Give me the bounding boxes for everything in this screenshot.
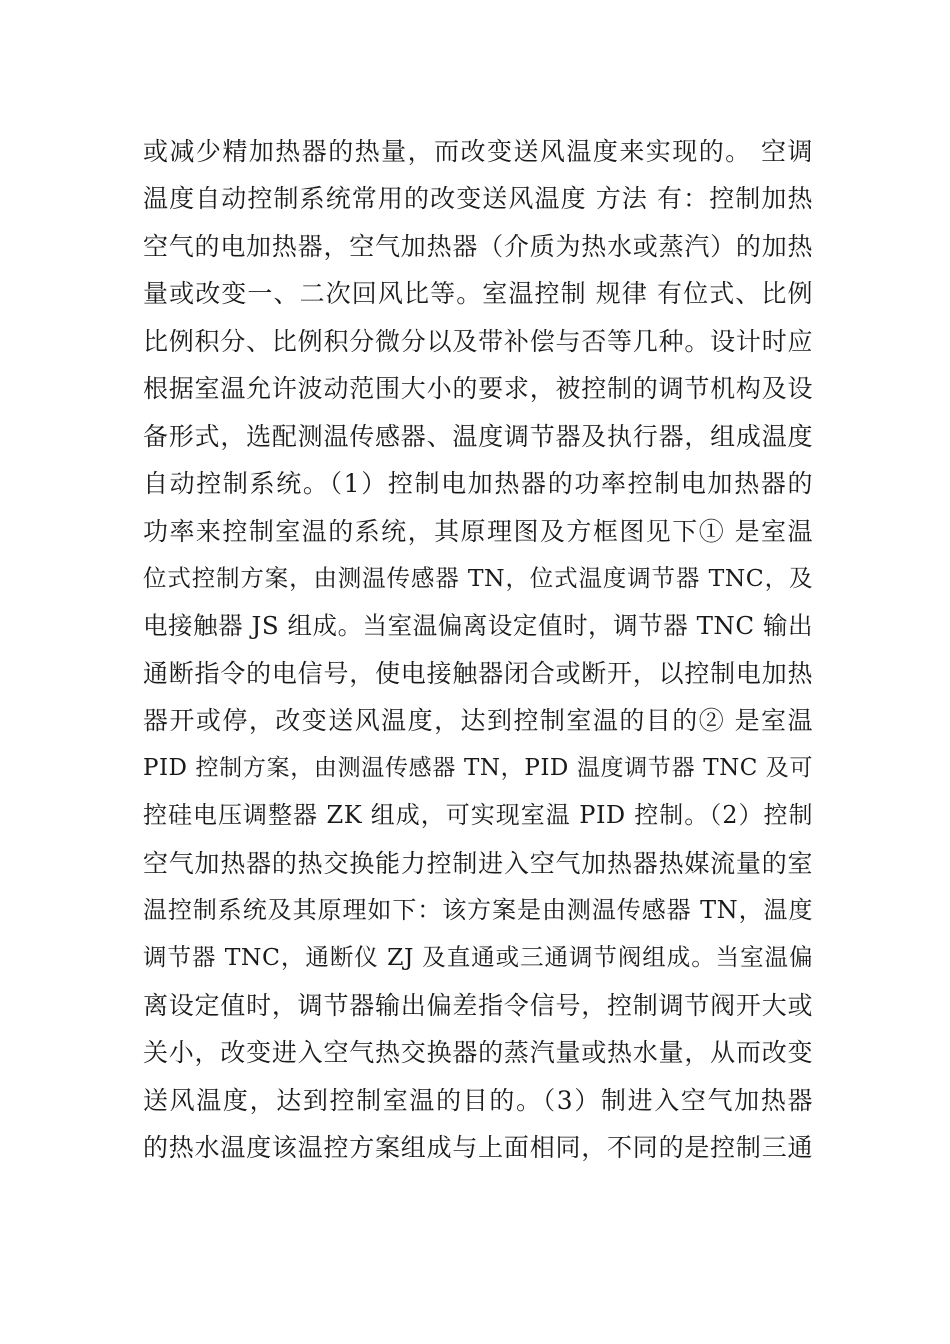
text-line-6: 根据室温允许波动范围大小的要求，被控制的调节机构及设 — [143, 374, 813, 404]
text-line-21: 送风温度，达到控制室温的目的。（3）制进入空气加热器 — [143, 1085, 813, 1115]
text-line-4: 量或改变一、二次回风比等。室温控制 规律 有位式、比例 — [143, 279, 813, 309]
text-line-14: PID 控制方案，由测温传感器 TN，PID 温度调节器 TNC 及可 — [143, 754, 813, 781]
text-line-10: 位式控制方案，由测温传感器 TN，位式温度调节器 TNC，及 — [143, 563, 813, 592]
text-line-22: 的热水温度该温控方案组成与上面相同，不同的是控制三通 — [143, 1133, 813, 1163]
text-line-1: 或减少精加热器的热量，而改变送风温度来实现的。 空调 — [143, 137, 813, 166]
text-line-19: 离设定值时，调节器输出偏差指令信号，控制调节阀开大或 — [143, 990, 813, 1020]
text-line-8: 自动控制系统。（1）控制电加热器的功率控制电加热器的 — [143, 469, 813, 499]
text-line-9: 功率来控制室温的系统，其原理图及方框图见下① 是室温 — [143, 516, 813, 546]
text-line-17: 温控制系统及其原理如下：该方案是由测温传感器 TN，温度 — [143, 896, 813, 924]
text-line-7: 备形式，选配测温传感器、温度调节器及执行器，组成温度 — [143, 421, 813, 451]
body-text — [143, 128, 813, 1172]
text-line-3: 空气的电加热器，空气加热器（介质为热水或蒸汽）的加热 — [143, 231, 813, 261]
text-line-2: 温度自动控制系统常用的改变送风温度 方法 有：控制加热 — [143, 184, 813, 214]
text-line-18: 调节器 TNC，通断仪 ZJ 及直通或三通调节阀组成。当室温偏 — [143, 943, 813, 972]
text-line-12: 通断指令的电信号，使电接触器闭合或断开，以控制电加热 — [143, 658, 813, 688]
text-line-13: 器开或停，改变送风温度，达到控制室温的目的② 是室温 — [143, 706, 813, 736]
text-line-15: 控硅电压调整器 ZK 组成，可实现室温 PID 控制。（2）控制 — [143, 801, 813, 830]
text-line-5: 比例积分、比例积分微分以及带补偿与否等几种。设计时应 — [143, 326, 813, 356]
text-line-16: 空气加热器的热交换能力控制进入空气加热器热媒流量的室 — [143, 848, 813, 878]
text-line-11: 电接触器 JS 组成。当室温偏离设定值时，调节器 TNC 输出 — [143, 611, 813, 641]
text-line-20: 关小，改变进入空气热交换器的蒸汽量或热水量，从而改变 — [143, 1038, 813, 1068]
